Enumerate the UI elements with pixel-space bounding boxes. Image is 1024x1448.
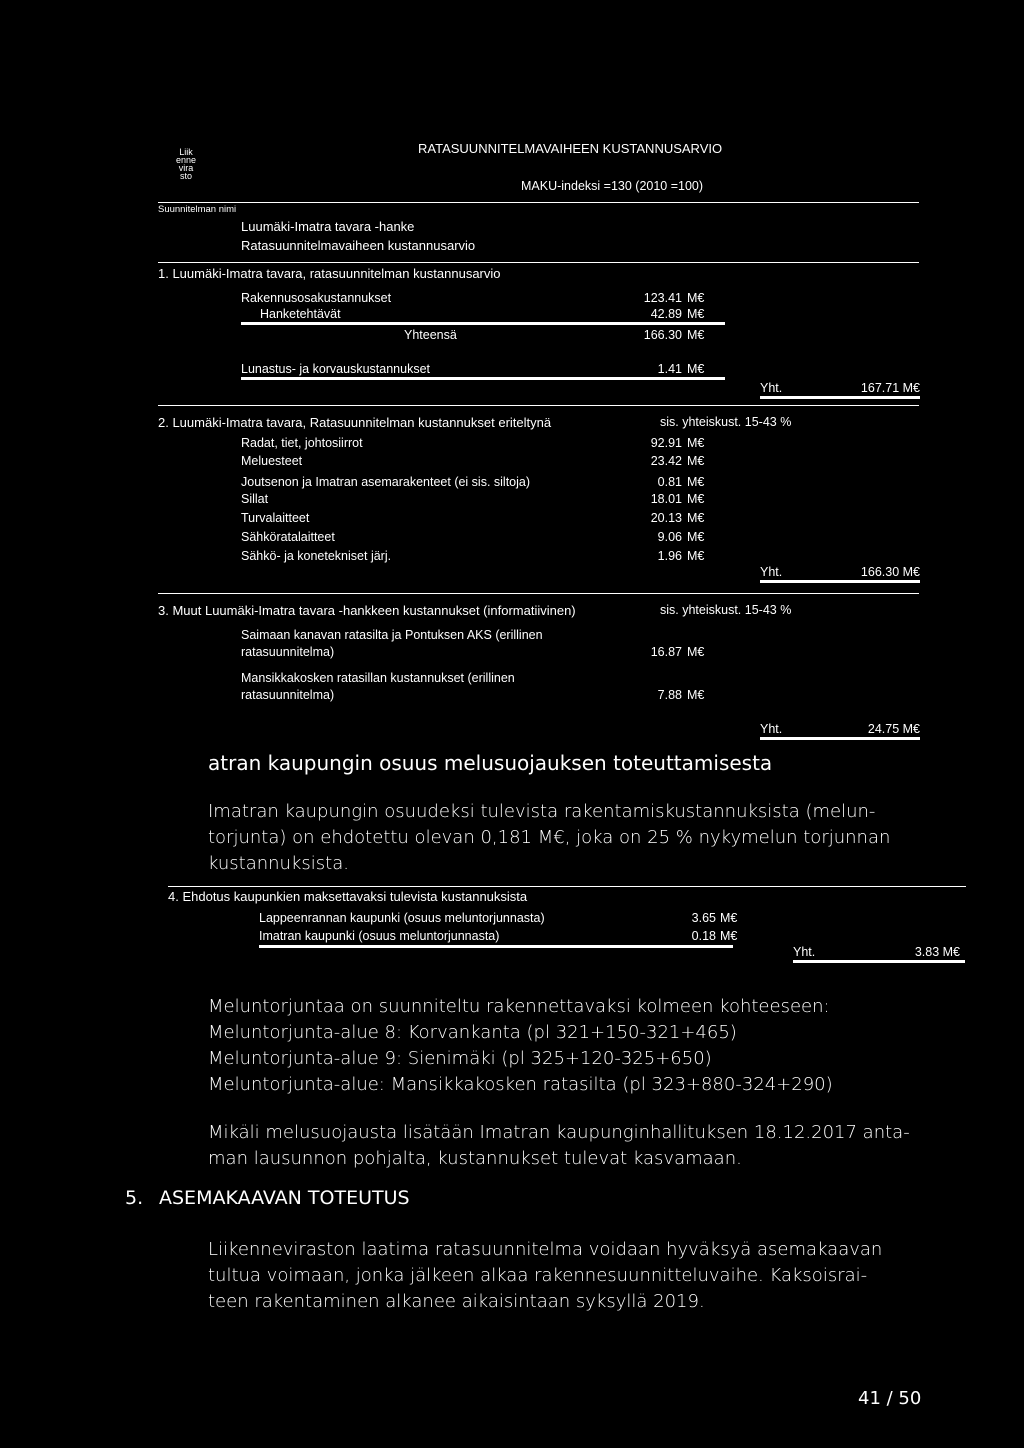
total-label: Yht. <box>760 722 783 736</box>
paragraph-line: Imatran kaupungin osuudeksi tulevista rakentamiskustannuksista (melun- <box>208 801 876 822</box>
lunastus-value: 1.41 <box>657 362 682 376</box>
index-label: MAKU-indeksi =130 (2010 =100) <box>521 179 704 193</box>
total-value: 3.83 M€ <box>914 945 960 959</box>
divider <box>168 886 966 887</box>
cost-label: Sähköratalaitteet <box>241 530 335 544</box>
total-underline <box>793 960 965 963</box>
section-3-note: sis. yhteiskust. 15-43 % <box>660 603 792 617</box>
total-label: Yht. <box>760 565 783 579</box>
cost-unit: M€ <box>687 549 705 563</box>
cost-label: Turvalaitteet <box>241 511 310 525</box>
section-1-title: 1. Luumäki-Imatra tavara, ratasuunnitelman kustannusarvio <box>158 266 501 281</box>
total-underline <box>760 396 920 399</box>
agency-logo: Liik enne vira sto <box>175 147 197 181</box>
cost-unit: M€ <box>687 688 705 702</box>
cost-value: 0.18 <box>691 929 716 943</box>
section-3-title: 3. Muut Luumäki-Imatra tavara -hankkeen kustannukset (informatiivinen) <box>158 603 576 618</box>
total-label: Yht. <box>760 381 783 395</box>
paragraph-line: Liikenneviraston laatima ratasuunnitelma voidaan hyväksyä asemakaavan <box>208 1239 883 1260</box>
cost-unit: M€ <box>687 492 705 506</box>
subtotal-unit: M€ <box>687 328 705 342</box>
total-value: 167.71 M€ <box>860 381 920 395</box>
total-underline <box>760 580 920 583</box>
cost-label: Rakennusosakustannukset <box>241 291 392 305</box>
cost-value: 23.42 <box>650 454 682 468</box>
cost-value: 18.01 <box>650 492 682 506</box>
lunastus-unit: M€ <box>687 362 705 376</box>
cost-value: 0.81 <box>657 475 682 489</box>
total-label: Yht. <box>793 945 816 959</box>
total-value: 24.75 M€ <box>867 722 920 736</box>
cost-label: Lappeenrannan kaupunki (osuus meluntorjunnasta) <box>259 911 545 925</box>
cost-label: Hanketehtävät <box>260 307 341 321</box>
cost-value: 3.65 <box>691 911 716 925</box>
cost-value: 92.91 <box>650 436 682 450</box>
subtotal-label: Yhteensä <box>404 328 457 342</box>
section-5-number: 5. <box>125 1187 144 1209</box>
cost-value: 16.87 <box>650 645 682 659</box>
underline <box>241 322 725 325</box>
project-subtitle: Ratasuunnitelmavaiheen kustannusarvio <box>241 238 476 253</box>
cost-unit: M€ <box>687 307 705 321</box>
cost-unit: M€ <box>720 929 738 943</box>
paragraph-line: kustannuksista. <box>208 853 349 874</box>
paragraph-line: Mikäli melusuojausta lisätään Imatran kaupunginhallituksen 18.12.2017 anta- <box>208 1122 910 1143</box>
cost-unit: M€ <box>687 436 705 450</box>
cost-unit: M€ <box>687 530 705 544</box>
underline <box>241 377 725 380</box>
cost-unit: M€ <box>687 475 705 489</box>
divider <box>158 202 919 203</box>
section-2-title: 2. Luumäki-Imatra tavara, Ratasuunnitelman kustannukset eriteltynä <box>158 415 552 430</box>
cost-label: ratasuunnitelma) <box>241 688 335 702</box>
divider <box>158 262 919 263</box>
cost-label: Sillat <box>241 492 269 506</box>
section-4-title: 4. Ehdotus kaupunkien maksettavaksi tulevista kustannuksista <box>168 889 528 904</box>
cost-value: 9.06 <box>657 530 682 544</box>
paragraph-line: Meluntorjuntaa on suunniteltu rakennettavaksi kolmeen kohteeseen: <box>208 996 830 1017</box>
section-5-title: ASEMAKAAVAN TOTEUTUS <box>159 1187 410 1209</box>
divider <box>158 405 919 406</box>
cost-unit: M€ <box>687 454 705 468</box>
cost-label: Mansikkakosken ratasillan kustannukset (erillinen <box>241 671 515 685</box>
paragraph-line: Meluntorjunta-alue 8: Korvankanta (pl 321+150-321+465) <box>208 1022 737 1043</box>
section-heading: atran kaupungin osuus melusuojauksen toteuttamisesta <box>208 751 773 775</box>
cost-unit: M€ <box>687 645 705 659</box>
paragraph-line: teen rakentaminen alkanee aikaisintaan syksyllä 2019. <box>208 1291 705 1312</box>
section-2-note: sis. yhteiskust. 15-43 % <box>660 415 792 429</box>
paragraph-line: Meluntorjunta-alue: Mansikkakosken ratasilta (pl 323+880-324+290) <box>208 1074 833 1095</box>
underline <box>259 945 733 948</box>
cost-label: Meluesteet <box>241 454 303 468</box>
cost-label: Imatran kaupunki (osuus meluntorjunnasta) <box>259 929 500 943</box>
lunastus-label: Lunastus- ja korvauskustannukset <box>241 362 430 376</box>
total-value: 166.30 M€ <box>860 565 920 579</box>
cost-value: 123.41 <box>643 291 682 305</box>
cost-value: 42.89 <box>650 307 682 321</box>
cost-unit: M€ <box>687 291 705 305</box>
plan-name-label: Suunnitelman nimi <box>158 204 237 215</box>
cost-value: 20.13 <box>650 511 682 525</box>
paragraph-line: Meluntorjunta-alue 9: Sienimäki (pl 325+120-325+650) <box>208 1048 712 1069</box>
cost-value: 1.96 <box>657 549 682 563</box>
cost-label: Joutsenon ja Imatran asemarakenteet (ei sis. siltoja) <box>241 475 531 489</box>
cost-label: Sähkö- ja konetekniset järj. <box>241 549 392 563</box>
doc-title: RATASUUNNITELMAVAIHEEN KUSTANNUSARVIO <box>418 141 723 156</box>
cost-value: 7.88 <box>657 688 682 702</box>
project-name: Luumäki-Imatra tavara -hanke <box>241 219 415 234</box>
paragraph-line: man lausunnon pohjalta, kustannukset tulevat kasvamaan. <box>208 1148 742 1169</box>
divider <box>158 593 919 594</box>
total-underline <box>760 737 920 740</box>
cost-label: Radat, tiet, johtosiirrot <box>241 436 363 450</box>
cost-label: ratasuunnitelma) <box>241 645 335 659</box>
paragraph-line: tultua voimaan, jonka jälkeen alkaa rakennesuunnitteluvaihe. Kaksoisrai- <box>208 1265 868 1286</box>
cost-unit: M€ <box>687 511 705 525</box>
subtotal-value: 166.30 <box>643 328 682 342</box>
paragraph-line: torjunta) on ehdotettu olevan 0,181 M€, joka on 25 % nykymelun torjunnan <box>208 827 891 848</box>
cost-label: Saimaan kanavan ratasilta ja Pontuksen AKS (erillinen <box>241 628 543 642</box>
page-number: 41 / 50 <box>858 1388 922 1409</box>
cost-unit: M€ <box>720 911 738 925</box>
